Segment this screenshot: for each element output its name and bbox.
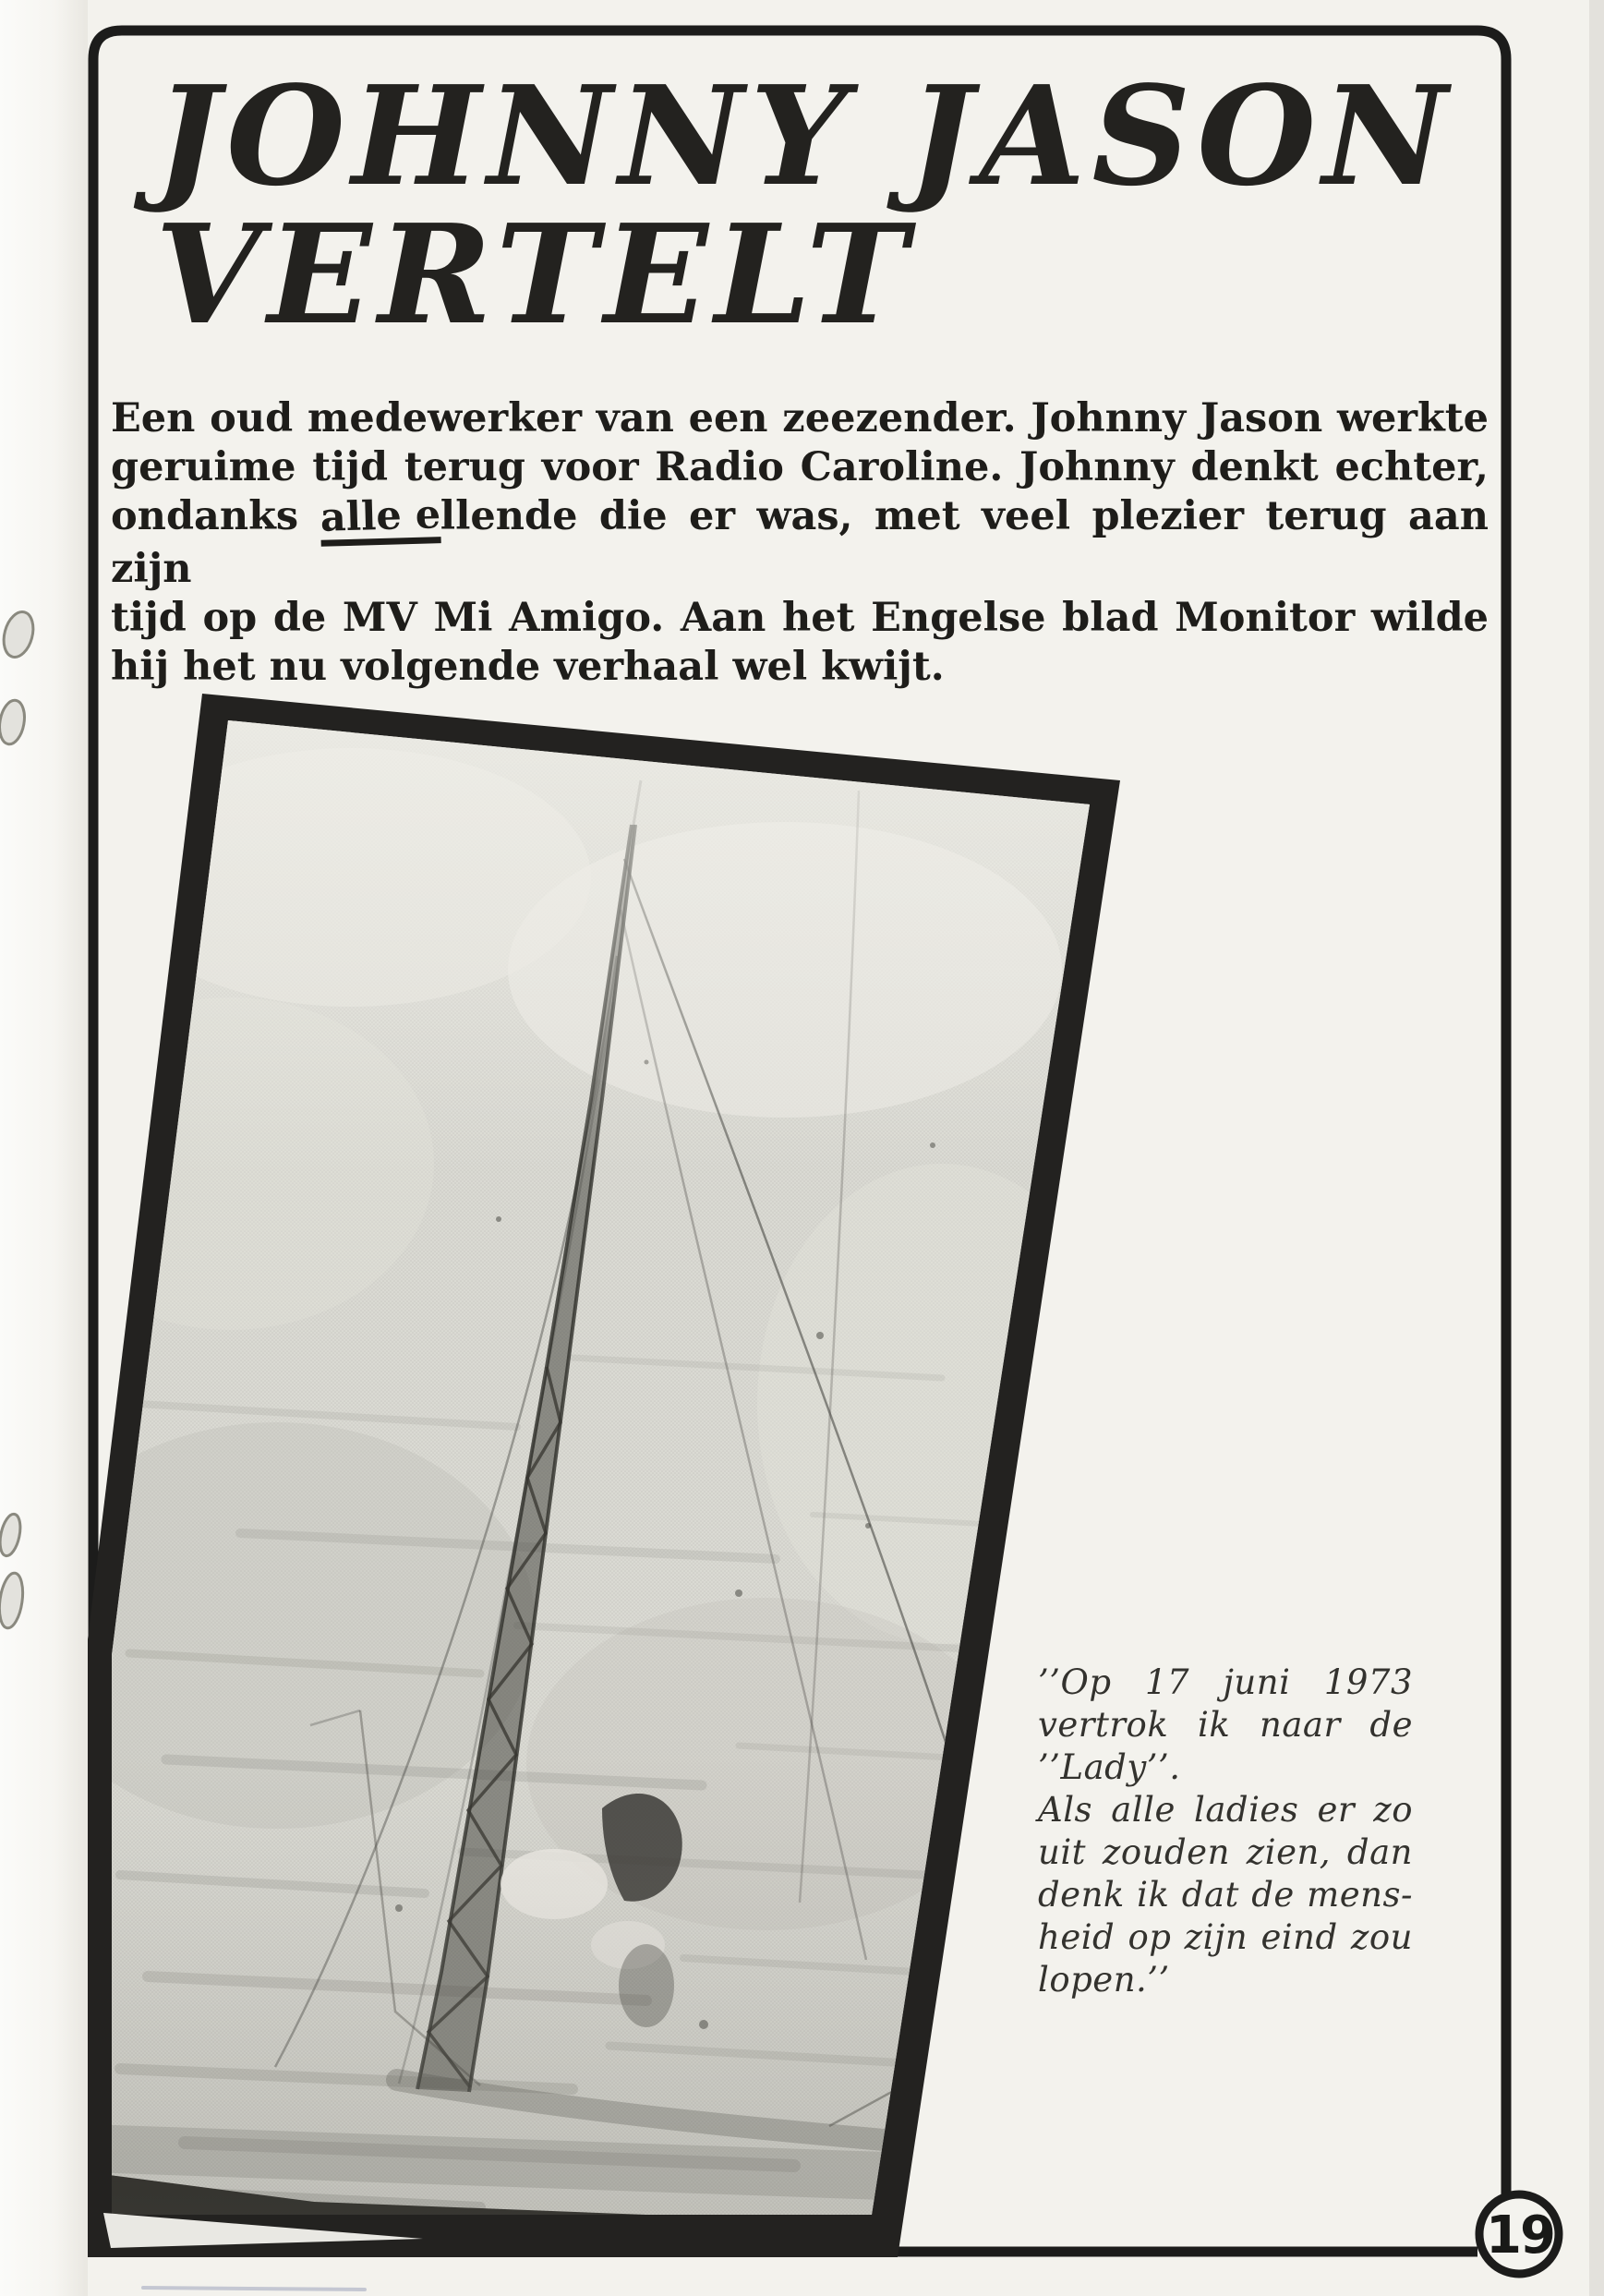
intro-line [111,492,1489,594]
intro-line3-prefix: ondanks [111,493,299,539]
intro-line3-rest: llende die er was, met veel plezier terug aan zijn [111,493,1489,592]
photo-caption-quote [1038,1662,1413,2001]
intro-line: tijd op de MV Mi Amigo. Aan het Engelse blad Monitor wilde [111,594,1489,641]
intro-paragraph [111,394,1489,692]
photo-radio-mast [18,688,1127,2272]
intro-line: geruime tijd terug voor Radio Caroline. Johnny denkt echter, [111,444,1489,490]
quote-line: heid op zijn eind zou [1038,1917,1413,1957]
quote-line: lopen.’’ [1038,1960,1170,2000]
page-number: 19 [1486,2205,1554,2266]
page-title-line1: JOHNNY JASON [155,55,1454,216]
pen-mark [143,2288,365,2290]
page-title-line2: VERTELT [155,194,915,355]
quote-line: denk ik dat de mens- [1038,1875,1413,1915]
quote-line: vertrok ik naar de [1038,1705,1413,1745]
quote-line: ’’Lady’’. [1038,1747,1181,1787]
quote-line: ’’Op 17 juni 1973 [1038,1662,1413,1702]
intro-line3-underlined: alle e [320,494,441,546]
intro-line: Een oud medewerker van een zeezender. Johnny Jason werkte [111,395,1489,441]
intro-line: hij het nu volgende verhaal wel kwijt. [111,643,945,690]
quote-line: uit zouden zien, dan [1038,1832,1413,1872]
quote-line: Als alle ladies er zo [1038,1790,1413,1830]
binder-ring-icon [0,609,38,1629]
